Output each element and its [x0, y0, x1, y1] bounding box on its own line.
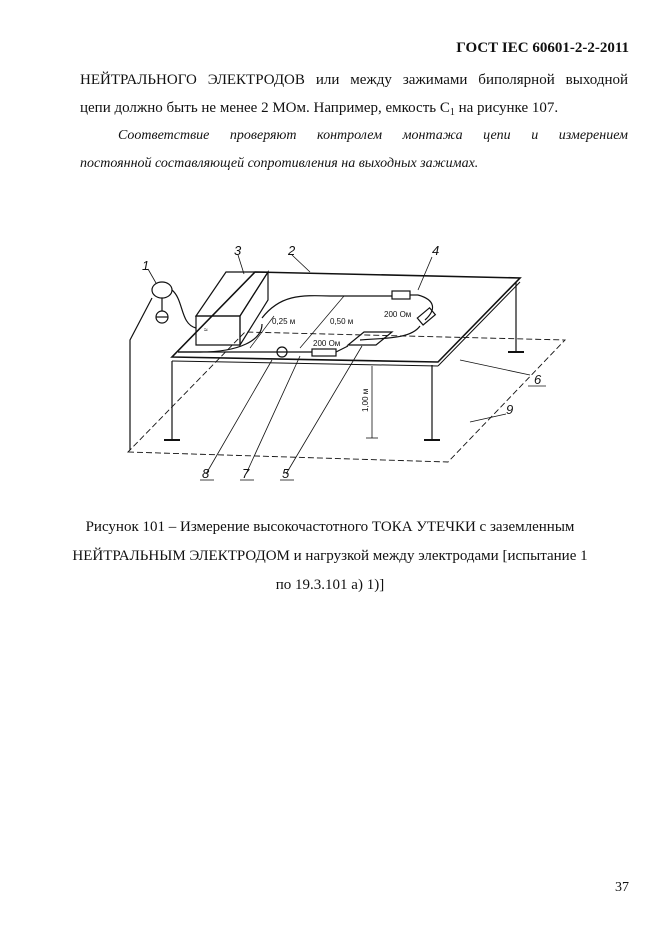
label-4: 4: [432, 243, 440, 258]
mains-socket: [152, 282, 172, 298]
paragraph-requirement: [80, 66, 628, 127]
label-9: 9: [506, 402, 514, 417]
caption-line: НЕЙТРАЛЬНЫМ ЭЛЕКТРОДОМ и нагрузкой между электродами [испытание 1: [72, 548, 588, 564]
page-number: 37: [615, 880, 629, 895]
label-8: 8: [202, 466, 210, 481]
dimension-050: 0,50 м: [330, 317, 354, 326]
label-3: 3: [234, 243, 242, 258]
paragraph-line: [80, 100, 558, 116]
active-electrode: [392, 291, 410, 299]
document-code: ГОСТ IEC 60601-2-2-2011: [456, 40, 629, 56]
paragraph-line: Соответствие проверяют контролем монтажа цепи и измерением: [118, 128, 628, 143]
leader: [470, 414, 506, 422]
generator-mark: ≈: [204, 327, 208, 334]
label-1: 1: [142, 258, 150, 273]
label-6: 6: [534, 372, 542, 387]
cable-active: [262, 296, 392, 318]
dimension-100: 1,00 м: [361, 388, 370, 412]
paragraph-line: НЕЙТРАЛЬНОГО ЭЛЕКТРОДОВ или между зажимами биполярной выходной: [80, 72, 628, 88]
paragraph-line: постоянной составляющей сопротивления на выходных зажимах.: [80, 156, 479, 171]
label-2: 2: [288, 243, 296, 258]
generator-box: [196, 316, 240, 345]
paragraph-compliance: [80, 122, 628, 178]
caption-line: по 19.3.101 а) 1)]: [275, 577, 385, 593]
text-fragment: на рисунке 107.: [454, 100, 559, 116]
mains-cable: [172, 290, 196, 328]
leader: [206, 360, 272, 474]
leader: [418, 257, 432, 290]
figure-test-setup: [0, 200, 661, 500]
text-fragment: цепи должно быть не менее 2 МОм. Например, емкость С: [80, 100, 450, 116]
label-5: 5: [282, 466, 290, 481]
resistor-label-neutral: 200 Ом: [313, 339, 341, 348]
leader: [460, 360, 530, 375]
leader: [286, 346, 362, 474]
table-edge: [438, 282, 520, 366]
resistor-label-load: 200 Ом: [384, 310, 412, 319]
dim-line: [250, 316, 274, 348]
subscript: 1: [449, 107, 455, 118]
generator-box-top: [196, 272, 268, 316]
label-7: 7: [242, 466, 250, 481]
earth-wire: [130, 298, 152, 450]
caption-line: Рисунок 101 – Измерение высокочастотного ТОКА УТЕЧКИ с заземленным: [85, 519, 575, 535]
dimension-025: 0,25 м: [272, 317, 296, 326]
resistor-200: [312, 349, 336, 356]
figure-caption: [70, 513, 590, 600]
